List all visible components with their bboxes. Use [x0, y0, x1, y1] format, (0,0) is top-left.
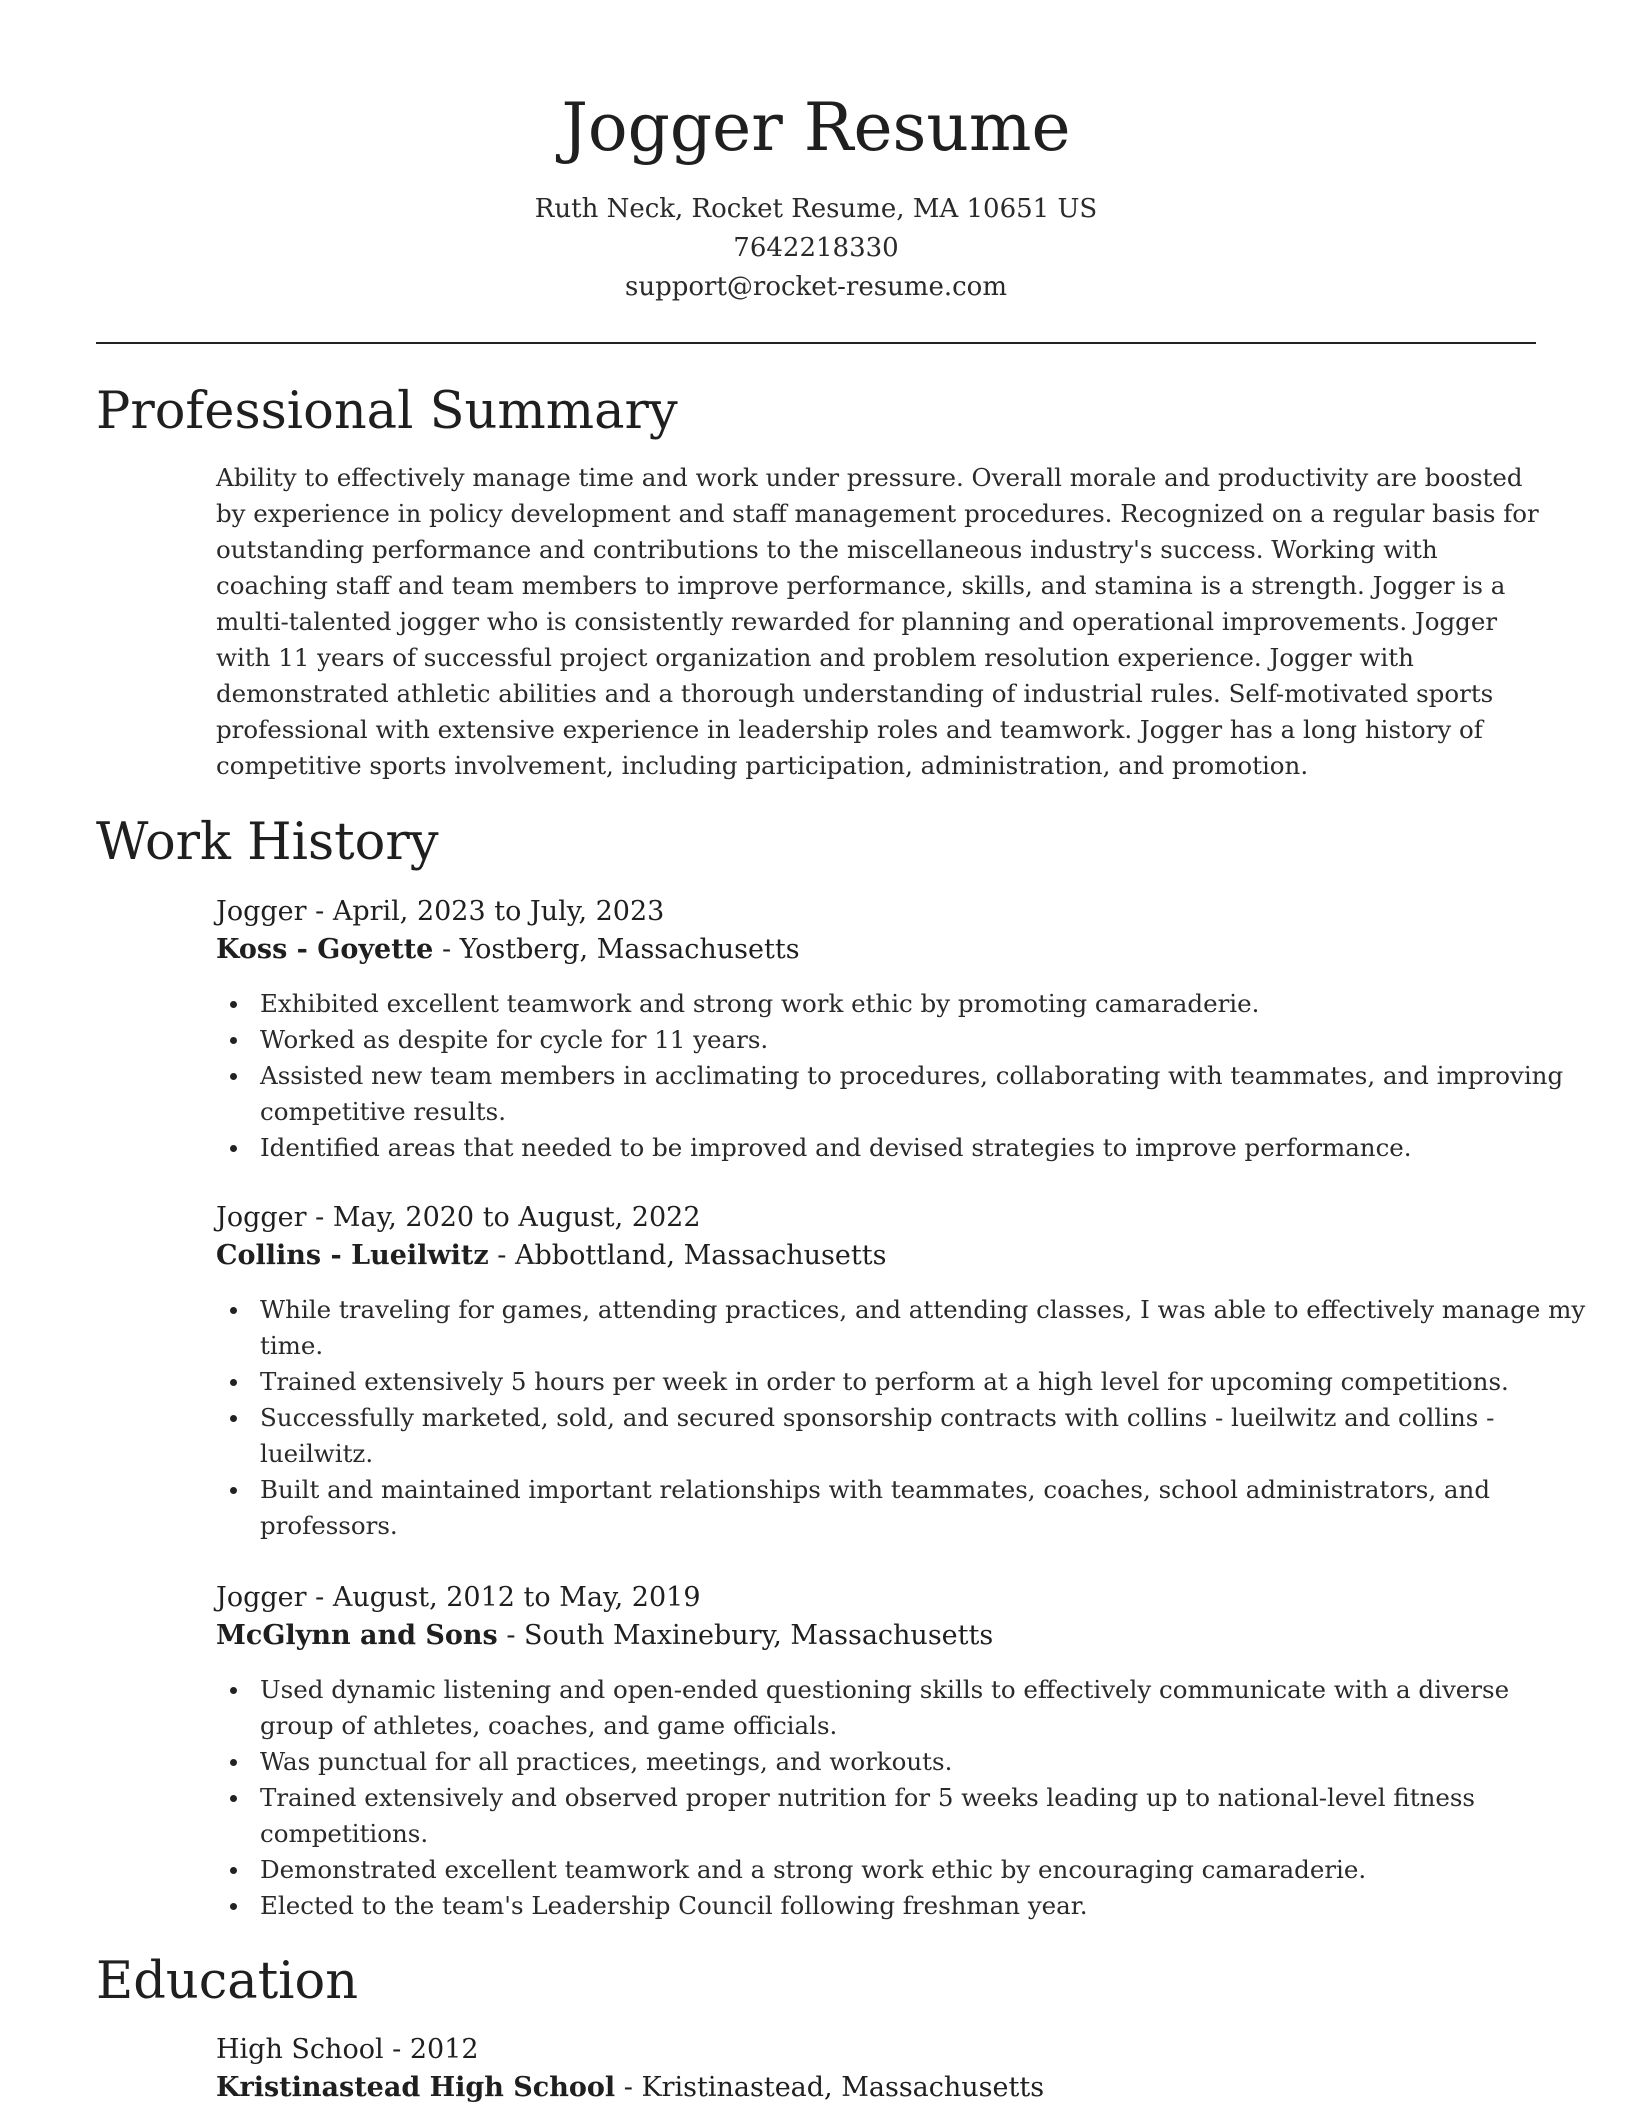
work-history-heading: Work History: [96, 813, 439, 872]
education-school-line: [216, 2069, 1044, 2107]
contact-address: Ruth Neck, Rocket Resume, MA 10651 US: [534, 194, 1098, 224]
job-bullet-list: [216, 986, 1590, 1166]
job-company: Collins - Lueilwitz: [216, 1240, 489, 1271]
education-heading: Education: [96, 1952, 359, 2011]
job-title-line: Jogger - May, 2020 to August, 2022: [216, 1202, 701, 1233]
summary-heading: Professional Summary: [96, 382, 678, 441]
resume-title: Jogger Resume: [561, 89, 1071, 166]
header-divider: [96, 342, 1536, 344]
job-location: - South Maxinebury, Massachusetts: [497, 1620, 994, 1651]
job-title-line: Jogger - April, 2023 to July, 2023: [216, 896, 665, 927]
list-item: Elected to the team's Leadership Council following freshman year.: [260, 1888, 1590, 1924]
list-item: Was punctual for all practices, meetings, and workouts.: [260, 1744, 1590, 1780]
list-item: Exhibited excellent teamwork and strong work ethic by promoting camaraderie.: [260, 986, 1590, 1022]
list-item: Built and maintained important relationships with teammates, coaches, school administrators, and professors.: [260, 1472, 1590, 1544]
education-location: - Kristinastead, Massachusetts: [615, 2072, 1045, 2103]
list-item: Used dynamic listening and open-ended questioning skills to effectively communicate with a diverse group of athletes, coaches, and game officials.: [260, 1672, 1590, 1744]
job-bullet-list: [216, 1672, 1590, 1924]
job-company: McGlynn and Sons: [216, 1620, 498, 1651]
list-item: Demonstrated excellent teamwork and a strong work ethic by encouraging camaraderie.: [260, 1852, 1590, 1888]
list-item: Assisted new team members in acclimating to procedures, collaborating with teammates, and improving competitive results.: [260, 1058, 1590, 1130]
list-item: Successfully marketed, sold, and secured sponsorship contracts with collins - lueilwitz and collins - lueilwitz.: [260, 1400, 1590, 1472]
job-location: - Yostberg, Massachusetts: [433, 934, 800, 965]
job-location: - Abbottland, Massachusetts: [488, 1240, 887, 1271]
list-item: Trained extensively and observed proper nutrition for 5 weeks leading up to national-level fitness competitions.: [260, 1780, 1590, 1852]
job-bullet-list: [216, 1292, 1590, 1544]
education-degree-line: High School - 2012: [216, 2034, 479, 2065]
job-employer-line: [216, 1237, 886, 1275]
list-item: While traveling for games, attending practices, and attending classes, I was able to effectively manage my time.: [260, 1292, 1590, 1364]
list-item: Worked as despite for cycle for 11 years.: [260, 1022, 1590, 1058]
list-item: Identified areas that needed to be improved and devised strategies to improve performance.: [260, 1130, 1590, 1166]
contact-block: [0, 190, 1632, 307]
job-employer-line: [216, 1617, 993, 1655]
job-employer-line: [216, 931, 800, 969]
contact-phone: 7642218330: [733, 233, 899, 263]
job-company: Koss - Goyette: [216, 934, 434, 965]
education-school: Kristinastead High School: [216, 2072, 616, 2103]
summary-text: Ability to effectively manage time and work under pressure. Overall morale and productivity are boosted by experience in policy development and staff management procedures. Recognized on a regular basis for outstanding performance and contributions to the miscellaneous industry's success. Working with coaching staff and team members to improve performance, skills, and stamina is a strength. Jogger is a multi-talented jogger who is consistently rewarded for planning and operational improvements. Jogger with 11 years of successful project organization and problem resolution experience. Jogger with demonstrated athletic abilities and a thorough understanding of industrial rules. Self-motivated sports professional with extensive experience in leadership roles and teamwork. Jogger has a long history of competitive sports involvement, including participation, administration, and promotion.: [216, 463, 1539, 780]
list-item: Trained extensively 5 hours per week in order to perform at a high level for upcoming competitions.: [260, 1364, 1590, 1400]
contact-email: support@rocket-resume.com: [624, 272, 1007, 302]
job-title-line: Jogger - August, 2012 to May, 2019: [216, 1582, 701, 1613]
